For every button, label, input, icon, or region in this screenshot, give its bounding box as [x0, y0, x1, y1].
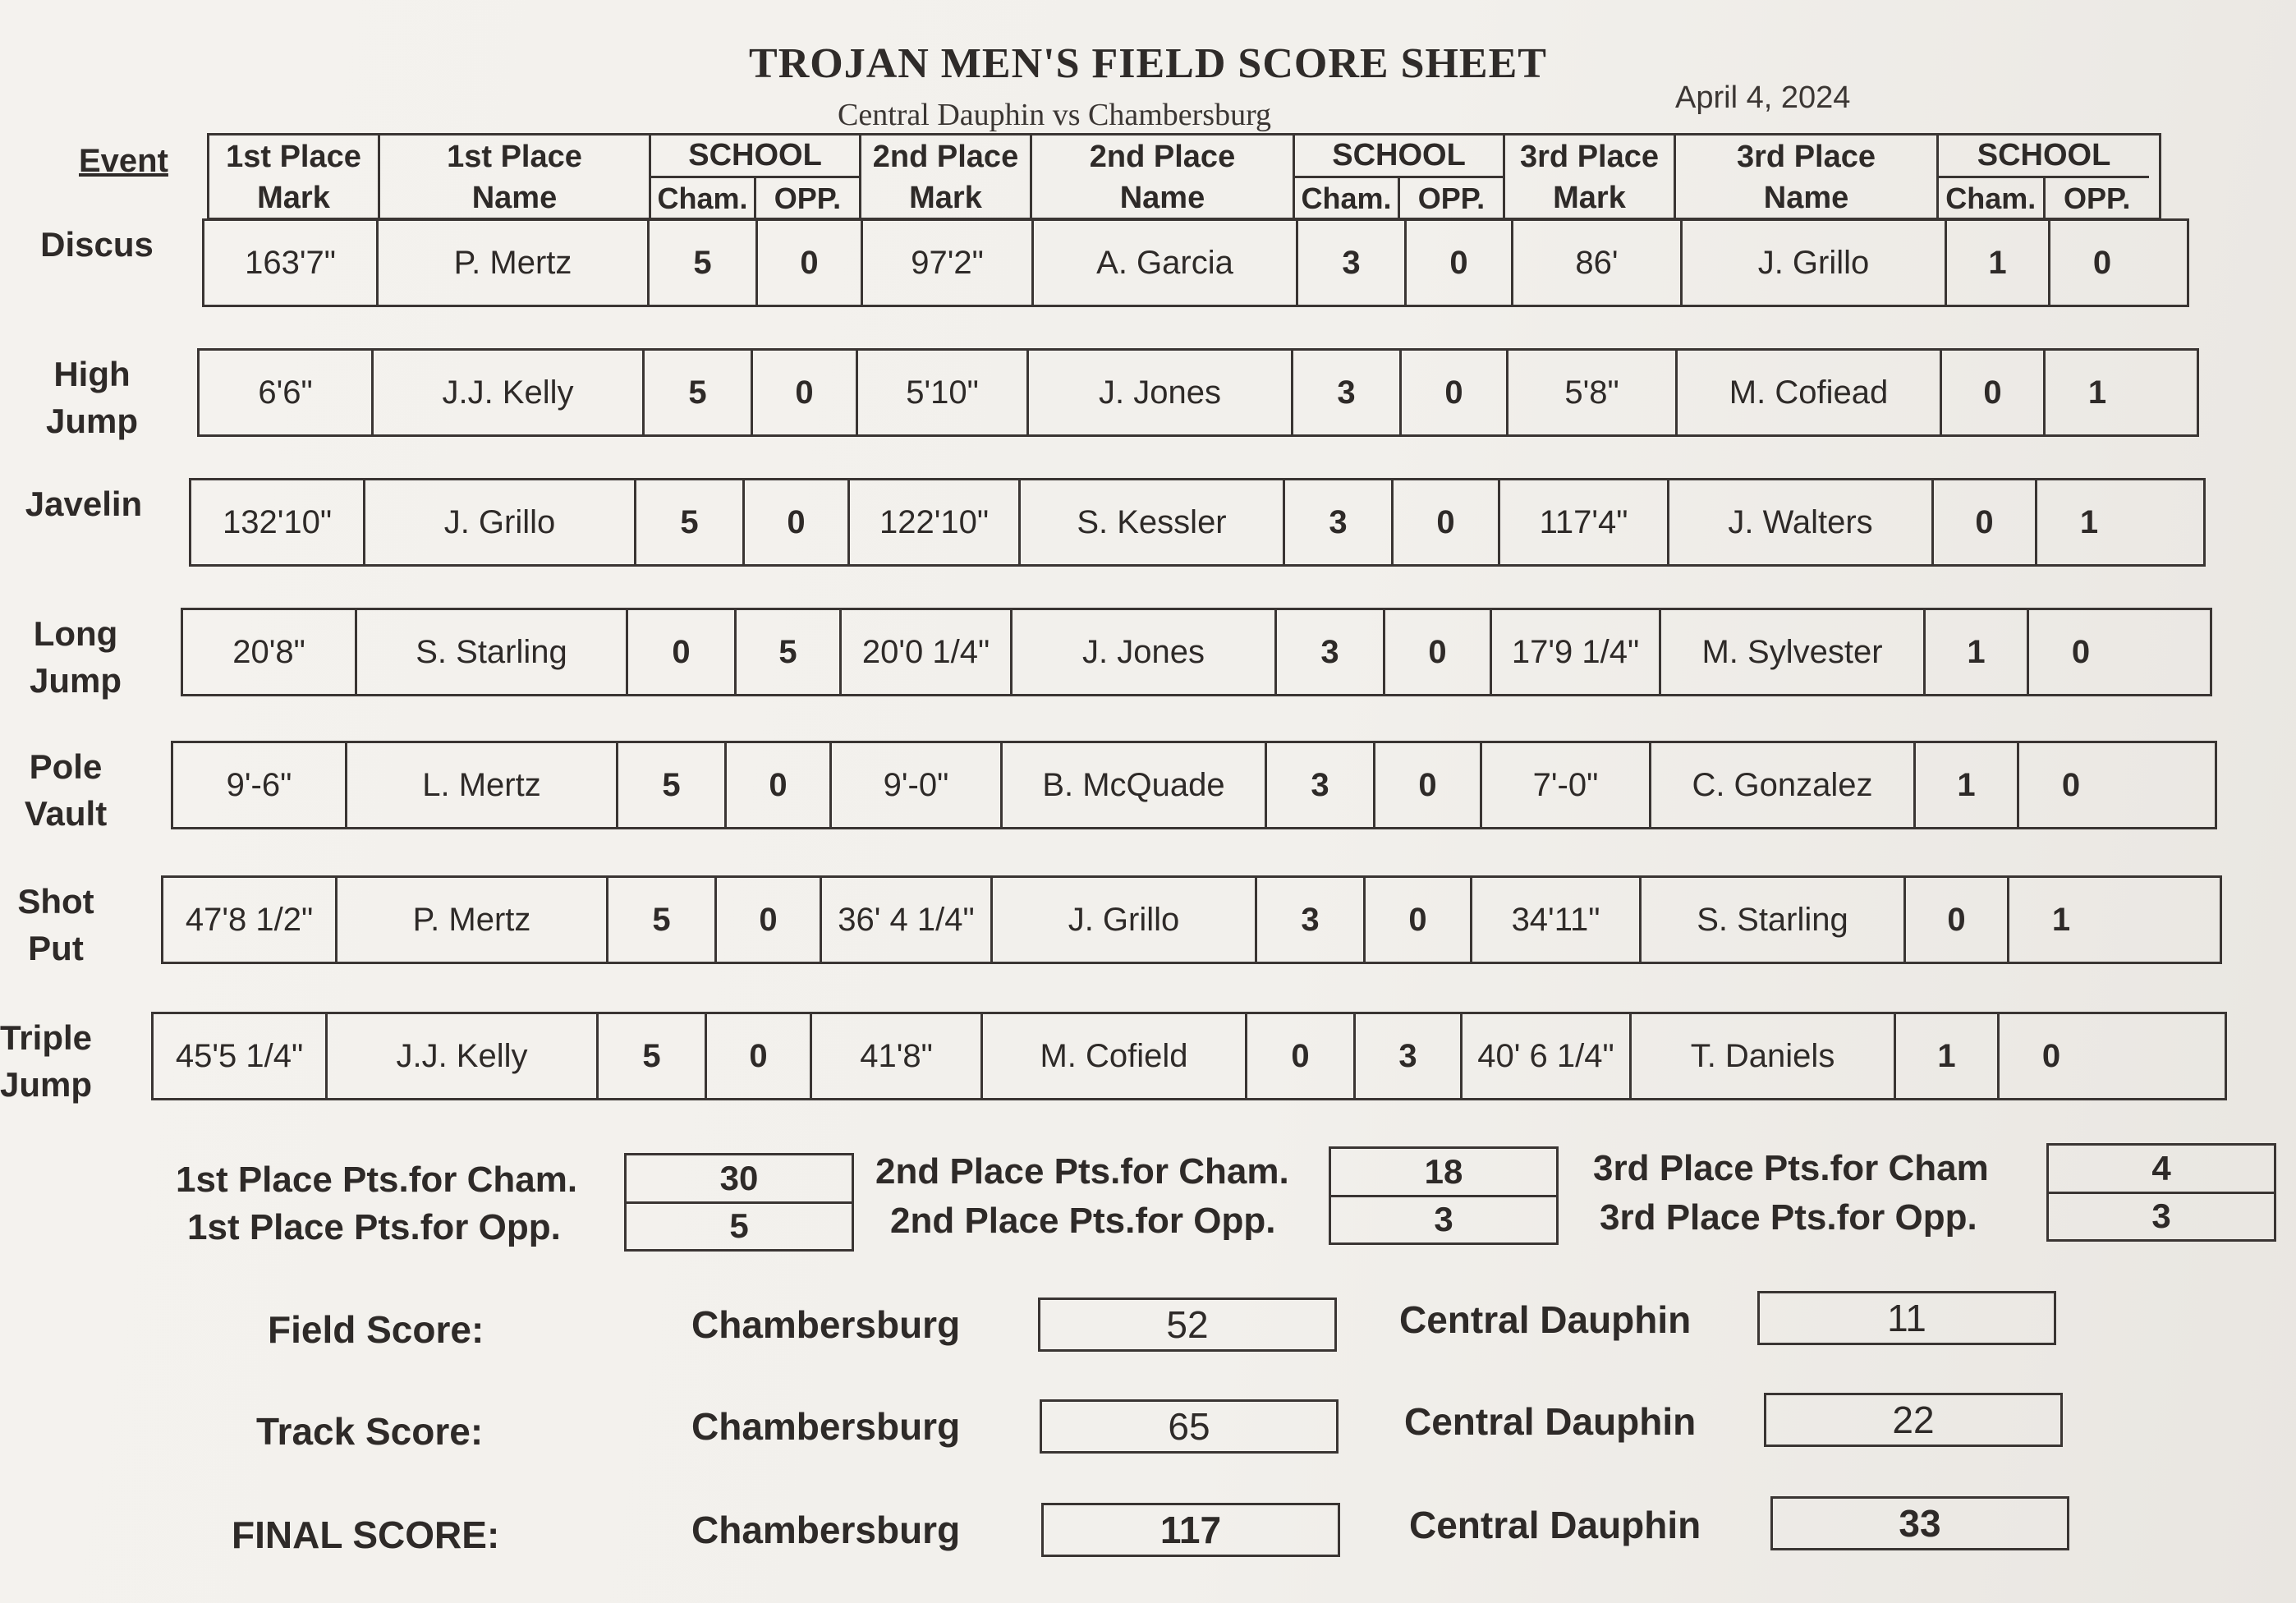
team1-score: 65: [1040, 1399, 1339, 1454]
team1-score: 117: [1041, 1503, 1340, 1557]
place-3-cham-points: 1: [1896, 1014, 2000, 1098]
place-1-cham-points: 0: [628, 610, 737, 694]
place-3-cham-points: 0: [1942, 351, 2046, 434]
place-1-name: P. Mertz: [379, 221, 650, 305]
place-1-mark: 9'-6": [173, 743, 347, 827]
team2-score: 22: [1764, 1393, 2063, 1447]
place-3-name: C. Gonzalez: [1651, 743, 1916, 827]
place-1-cham-points: 5: [599, 1014, 707, 1098]
place-1-mark: 47'8 1/2": [163, 878, 338, 962]
place-2-opp-points: 3: [1356, 1014, 1463, 1098]
meet-subtitle: Central Dauphin vs Chambersburg: [838, 98, 1272, 132]
place-2-name: B. McQuade: [1003, 743, 1267, 827]
place-3-cham-points: 0: [1906, 878, 2009, 962]
place-2-mark: 122'10": [850, 480, 1021, 564]
team2-score: 11: [1757, 1291, 2056, 1345]
second-opp-points: 3: [1434, 1200, 1453, 1239]
place-2-mark: 41'8": [812, 1014, 983, 1098]
place-1-cham-points: 5: [636, 480, 745, 564]
event-result-grid: [202, 218, 2189, 307]
place-1-name: L. Mertz: [347, 743, 618, 827]
third-cham-label: 3rd Place Pts.for Cham: [1593, 1148, 1989, 1188]
team1-name: Chambersburg: [691, 1303, 961, 1346]
school-header-1: SCHOOL Cham. OPP.: [651, 135, 861, 220]
place-3-mark: 86': [1513, 221, 1683, 305]
place-2-mark: 97'2": [863, 221, 1034, 305]
place-3-name: M. Sylvester: [1661, 610, 1926, 694]
place-1-name: J.J. Kelly: [374, 351, 645, 434]
place-3-name: T. Daniels: [1632, 1014, 1896, 1098]
place-3-name: J. Grillo: [1683, 221, 1947, 305]
event-result-grid: [189, 478, 2206, 567]
place-3-name: M. Cofiead: [1678, 351, 1942, 434]
place-1-cham-points: 5: [608, 878, 717, 962]
place-1-opp-points: 0: [745, 480, 850, 564]
meet-date: April 4, 2024: [1675, 80, 1851, 115]
sheet-title: TROJAN MEN'S FIELD SCORE SHEET: [749, 40, 1547, 87]
place-1-opp-points: 0: [753, 351, 858, 434]
place-3-mark: 17'9 1/4": [1492, 610, 1661, 694]
second-cham-points: 18: [1331, 1149, 1556, 1197]
third-name-header: 3rd Place Name: [1676, 135, 1939, 220]
place-1-opp-points: 0: [717, 878, 822, 962]
place-2-cham-points: 3: [1267, 743, 1375, 827]
first-opp-points: 5: [729, 1206, 749, 1246]
place-1-mark: 45'5 1/4": [154, 1014, 328, 1098]
event-name: Discus: [40, 225, 154, 264]
place-1-mark: 6'6": [200, 351, 374, 434]
score-label: Field Score:: [268, 1308, 484, 1351]
team2-name: Central Dauphin: [1409, 1504, 1701, 1546]
place-2-cham-points: 0: [1247, 1014, 1356, 1098]
third-mark-header: 3rd Place Mark: [1505, 135, 1676, 220]
place-2-name: J. Jones: [1013, 610, 1277, 694]
header-grid: [207, 133, 2161, 220]
first-opp-label: 1st Place Pts.for Opp.: [187, 1207, 561, 1247]
first-name-header: 1st Place Name: [380, 135, 651, 220]
table-header: [0, 123, 2296, 222]
event-name: Triple Jump: [0, 1018, 93, 1104]
place-3-mark: 5'8": [1508, 351, 1678, 434]
score-label: Track Score:: [256, 1410, 484, 1453]
place-3-name: S. Starling: [1642, 878, 1906, 962]
place-3-opp-points: 1: [2087, 374, 2107, 411]
place-3-mark: 34'11": [1472, 878, 1642, 962]
first-cham-label: 1st Place Pts.for Cham.: [176, 1160, 578, 1200]
event-name: High Jump: [45, 355, 138, 440]
place-3-opp-points: 0: [2041, 1037, 2061, 1074]
place-3-opp-points: 1: [2051, 901, 2071, 938]
place-2-mark: 9'-0": [832, 743, 1003, 827]
place-2-name: M. Cofield: [983, 1014, 1247, 1098]
place-2-name: S. Kessler: [1021, 480, 1285, 564]
second-mark-header: 2nd Place Mark: [861, 135, 1032, 220]
place-1-cham-points: 5: [645, 351, 753, 434]
place-2-opp-points: 0: [1375, 743, 1482, 827]
place-3-mark: 7'-0": [1482, 743, 1651, 827]
third-opp-points: 3: [2151, 1197, 2171, 1236]
place-1-mark: 163'7": [204, 221, 379, 305]
place-3-cham-points: 1: [1916, 743, 2019, 827]
event-result-grid: [197, 348, 2199, 437]
place-2-opp-points: 0: [1394, 480, 1500, 564]
place-1-mark: 132'10": [191, 480, 365, 564]
place-1-name: S. Starling: [357, 610, 628, 694]
place-2-mark: 5'10": [858, 351, 1029, 434]
place-3-cham-points: 1: [1947, 221, 2050, 305]
place-2-opp-points: 0: [1366, 878, 1472, 962]
score-label: FINAL SCORE:: [232, 1513, 500, 1556]
event-name: Pole Vault: [24, 747, 108, 833]
event-result-grid: [151, 1012, 2227, 1100]
event-result-grid: [181, 608, 2212, 696]
event-name: Javelin: [25, 485, 143, 523]
place-2-cham-points: 3: [1285, 480, 1394, 564]
place-2-opp-points: 0: [1385, 610, 1492, 694]
place-2-cham-points: 3: [1293, 351, 1402, 434]
place-2-cham-points: 3: [1298, 221, 1407, 305]
place-1-cham-points: 5: [618, 743, 727, 827]
team2-name: Central Dauphin: [1399, 1298, 1692, 1341]
third-opp-label: 3rd Place Pts.for Opp.: [1600, 1197, 1977, 1238]
place-2-mark: 20'0 1/4": [842, 610, 1013, 694]
place-3-opp-points: 0: [2092, 244, 2112, 281]
place-3-opp-points: 0: [2061, 766, 2081, 803]
place-2-cham-points: 3: [1277, 610, 1385, 694]
place-1-opp-points: 0: [707, 1014, 812, 1098]
first-mark-header: 1st Place Mark: [209, 135, 380, 220]
place-1-name: J. Grillo: [365, 480, 636, 564]
team1-name: Chambersburg: [691, 1509, 961, 1551]
team2-name: Central Dauphin: [1404, 1400, 1697, 1443]
event-result-grid: [161, 875, 2222, 964]
place-3-mark: 40' 6 1/4": [1463, 1014, 1632, 1098]
event-name: Long Jump: [29, 614, 122, 700]
team2-score: 33: [1770, 1496, 2069, 1550]
place-3-name: J. Walters: [1669, 480, 1934, 564]
place-1-opp-points: 0: [727, 743, 832, 827]
second-name-header: 2nd Place Name: [1032, 135, 1295, 220]
third-cham-points: 4: [2049, 1146, 2274, 1194]
first-cham-points: 30: [627, 1155, 852, 1204]
school-header-2: SCHOOL Cham. OPP.: [1295, 135, 1505, 220]
event-column-header: Event: [79, 143, 168, 179]
place-3-opp-points: 0: [2071, 633, 2091, 670]
place-2-opp-points: 0: [1402, 351, 1508, 434]
place-1-name: J.J. Kelly: [328, 1014, 599, 1098]
second-cham-label: 2nd Place Pts.for Cham.: [875, 1151, 1289, 1192]
place-2-name: J. Grillo: [993, 878, 1257, 962]
event-name: Shot Put: [17, 882, 94, 967]
place-1-cham-points: 5: [650, 221, 758, 305]
team1-name: Chambersburg: [691, 1405, 961, 1448]
event-result-grid: [171, 741, 2217, 829]
place-3-cham-points: 0: [1934, 480, 2037, 564]
place-2-cham-points: 3: [1257, 878, 1366, 962]
place-1-name: P. Mertz: [338, 878, 608, 962]
team1-score: 52: [1038, 1298, 1337, 1352]
school-header-3: SCHOOL Cham. OPP.: [1939, 135, 2149, 220]
place-2-name: A. Garcia: [1034, 221, 1298, 305]
place-2-mark: 36' 4 1/4": [822, 878, 993, 962]
place-3-cham-points: 1: [1926, 610, 2029, 694]
place-1-mark: 20'8": [183, 610, 357, 694]
place-1-opp-points: 5: [737, 610, 842, 694]
first-place-points-box: [624, 1153, 854, 1252]
second-place-points-box: [1329, 1146, 1559, 1245]
second-opp-label: 2nd Place Pts.for Opp.: [890, 1201, 1276, 1241]
place-3-opp-points: 1: [2079, 503, 2099, 540]
place-3-mark: 117'4": [1500, 480, 1669, 564]
place-2-name: J. Jones: [1029, 351, 1293, 434]
third-place-points-box: [2046, 1143, 2276, 1242]
place-2-opp-points: 0: [1407, 221, 1513, 305]
place-1-opp-points: 0: [758, 221, 863, 305]
